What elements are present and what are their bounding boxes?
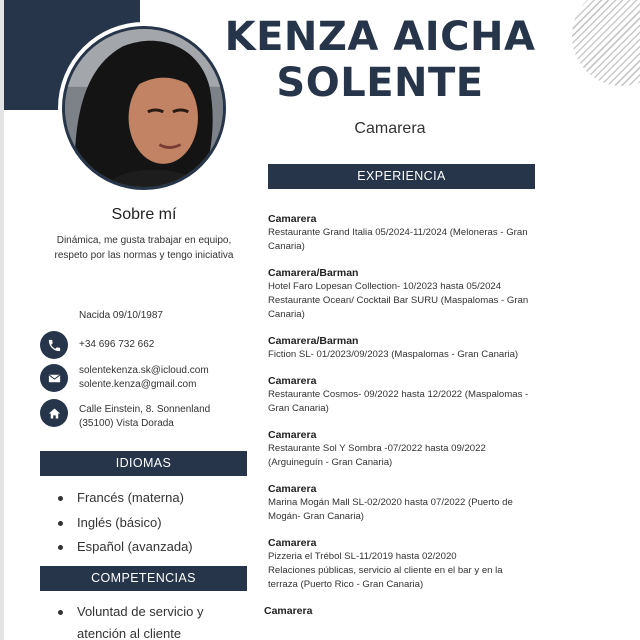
experience-title: Camarera <box>268 537 317 549</box>
candidate-name <box>200 14 560 106</box>
bullet-dot <box>58 545 63 550</box>
bullet-dot <box>58 610 63 615</box>
language-item <box>58 539 193 564</box>
name-line-2: SOLENTE <box>276 60 484 106</box>
email-row <box>40 364 209 392</box>
skills-list <box>58 601 238 640</box>
experience-detail: Pizzeria el Trébol SL-11/2019 hasta 02/2020 <box>268 551 457 562</box>
experience-item <box>268 428 578 470</box>
experience-detail: terraza (Puerto Rico - Gran Canaria) <box>268 579 424 590</box>
experience-item <box>268 374 578 416</box>
language-item <box>58 515 193 540</box>
experience-title: Camarera <box>264 605 313 617</box>
skills-header <box>40 566 247 591</box>
experience-header <box>268 164 535 189</box>
experience-header-label: EXPERIENCIA <box>357 169 446 183</box>
experience-title: Camarera <box>268 213 317 225</box>
language-item <box>58 490 193 515</box>
experience-item <box>268 212 578 254</box>
experience-title: Camarera <box>268 483 317 495</box>
skill-label: Voluntad de servicio y atención al cliente <box>77 604 204 640</box>
bullet-dot <box>58 521 63 526</box>
birth-date: Nacida 09/10/1987 <box>79 310 163 321</box>
address-line-1: Calle Einstein, 8. Sonnenland <box>79 404 211 415</box>
experience-item <box>268 482 578 524</box>
experience-detail: Marina Mogán Mall SL-02/2020 hasta 07/2022 (Puerto de <box>268 497 513 508</box>
language-label: Español (avanzada) <box>77 539 193 554</box>
languages-list <box>58 490 193 564</box>
experience-title: Camarera <box>268 429 317 441</box>
address-line-2: (35100) Vista Dorada <box>79 418 174 429</box>
email-primary: solentekenza.sk@icloud.com <box>79 365 209 376</box>
experience-title: Camarera/Barman <box>268 335 359 347</box>
experience-item <box>268 536 578 592</box>
experience-detail: Canaria) <box>268 309 305 320</box>
experience-detail: Restaurante Grand Italia 05/2024-11/2024 (Meloneras - Gran <box>268 227 528 238</box>
phone-row <box>40 331 154 359</box>
skills-header-label: COMPETENCIAS <box>91 571 196 585</box>
experience-detail: Relaciones públicas, servicio al cliente en el bar y en la <box>268 565 503 576</box>
decorative-striped-circle <box>572 0 640 86</box>
experience-item <box>264 604 578 618</box>
experience-detail: Restaurante Cosmos- 09/2022 hasta 12/2022 (Maspalomas - <box>268 389 529 400</box>
experience-detail: (Arguineguín - Gran Canaria) <box>268 457 393 468</box>
experience-list <box>264 212 578 630</box>
experience-detail: Canaria) <box>268 241 305 252</box>
about-text: Dinámica, me gusta trabajar en equipo, respeto por las normas y tengo iniciativa <box>54 235 234 261</box>
experience-title: Camarera/Barman <box>268 267 359 279</box>
experience-detail: Mogán- Gran Canaria) <box>268 511 364 522</box>
about-title: Sobre mí <box>111 206 177 223</box>
phone-icon <box>40 331 68 359</box>
experience-detail: Hotel Faro Lopesan Collection- 10/2023 hasta 05/2024 <box>268 281 502 292</box>
home-icon <box>40 399 68 427</box>
experience-detail: Restaurante Ocean/ Cocktail Bar SURU (Maspalomas - Gran <box>268 295 529 306</box>
languages-header-label: IDIOMAS <box>115 456 172 470</box>
language-label: Francés (materna) <box>77 490 184 505</box>
envelope-icon <box>40 364 68 392</box>
languages-header <box>40 451 247 476</box>
experience-detail: Fiction SL- 01/2023/09/2023 (Maspalomas - Gran Canaria) <box>268 349 519 360</box>
experience-detail: Restaurante Sol Y Sombra -07/2022 hasta 09/2022 <box>268 443 486 454</box>
bullet-dot <box>58 496 63 501</box>
experience-detail: Gran Canaria) <box>268 403 329 414</box>
experience-item <box>268 266 578 322</box>
address-row <box>40 399 210 431</box>
job-role: Camarera <box>354 120 426 137</box>
name-line-1: KENZA AICHA <box>224 14 536 60</box>
email-secondary: solente.kenza@gmail.com <box>79 379 197 390</box>
experience-item <box>268 334 578 362</box>
experience-title: Camarera <box>268 375 317 387</box>
language-label: Inglés (básico) <box>77 514 162 530</box>
skill-item <box>58 601 238 640</box>
phone-number: +34 696 732 662 <box>79 339 155 350</box>
